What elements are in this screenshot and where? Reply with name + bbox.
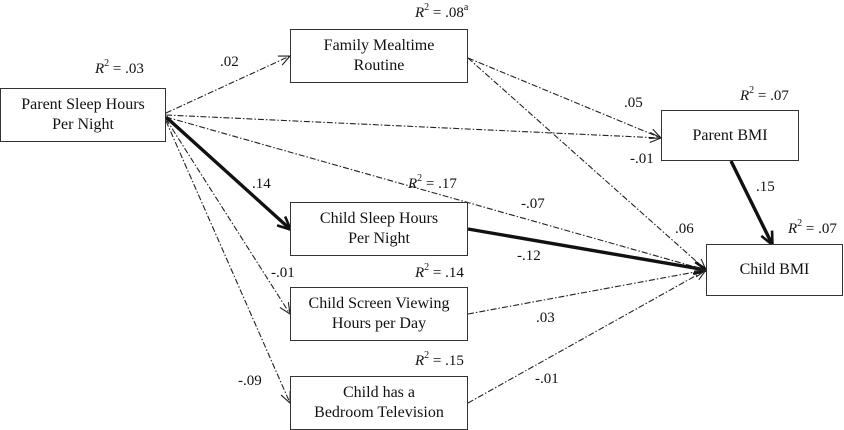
r2-exponent: 2 [104,58,110,69]
arrow-child-sleep-to-child-bmi [468,229,706,270]
coef-parent-sleep-to-screen: -.01 [271,265,295,281]
node-parent-sleep-hours [0,88,166,142]
node-label-line2: Hours per Day [331,315,427,332]
arrow-parent-sleep-to-bedroom-tv [166,121,290,403]
coef-bedroom-tv-to-child-bmi: -.01 [535,371,559,387]
r2-symbol: R [415,265,425,281]
node-label-line2: Bedroom Television [314,404,444,421]
coef-family-mealtime-to-child-bmi: .06 [675,221,694,237]
r2-symbol: R [408,176,418,192]
r2-child-tv [415,351,464,370]
r2-exponent: 2 [749,85,755,96]
node-label-line1: Child Screen Viewing [308,295,450,312]
r2-equals: = [429,353,446,369]
r2-equals: = [754,88,771,104]
node-label-line2: Per Night [52,116,114,133]
r2-equals: = [109,61,126,77]
arrow-parent-sleep-to-parent-bmi [166,115,661,138]
arrow-family-mealtime-to-child-bmi [468,58,706,270]
node-label-line1: Child has a [343,384,415,401]
arrow-bedroom-tv-to-child-bmi [468,270,706,403]
r2-exponent: 2 [424,262,430,273]
node-label-line1: Child BMI [739,261,810,278]
node-child-screen-viewing [290,287,468,341]
coef-parent-sleep-to-family-mealtime: .02 [220,54,239,70]
node-label-line2: Per Night [348,230,410,247]
node-parent-bmi [661,110,799,161]
arrow-screen-to-child-bmi [468,270,706,314]
r2-symbol: R [740,88,750,104]
coef-parent-sleep-to-bedroom-tv: -.09 [238,373,262,389]
r2-family-mealtime [415,3,468,22]
coef-family-mealtime-to-parent-bmi: -.01 [630,151,654,167]
r2-exponent: 2 [424,350,430,361]
r2-value: .15 [445,353,464,369]
r2-symbol: R [95,61,105,77]
node-label-line1: Parent BMI [692,126,768,144]
node-label-line1: Family Mealtime [323,37,435,54]
coef-screen-to-child-bmi: .03 [536,310,555,326]
r2-equals: = [429,5,446,21]
r2-parent-bmi [740,86,789,105]
r2-exponent: 2 [417,173,423,184]
r2-symbol: R [788,221,798,237]
r2-child-bmi [788,219,837,238]
r2-value: .03 [125,61,144,77]
node-label-line1: Child Sleep Hours [319,210,439,227]
r2-exponent: 2 [424,2,430,13]
r2-child-screen [415,263,464,282]
r2-symbol: R [415,353,425,369]
node-label-line1: Parent Sleep Hours [21,96,145,113]
arrow-parent-sleep-to-screen [166,119,290,314]
r2-parent-sleep [95,59,144,78]
r2-value: .17 [438,176,457,192]
coef-parent-sleep-to-child-bmi: -.07 [521,196,545,212]
node-label-line2: Routine [353,57,405,74]
r2-value: .08 [445,5,464,21]
node-child-bmi [706,244,843,296]
r2-equals: = [429,265,446,281]
r2-value: .07 [818,221,837,237]
r2-value: .14 [445,265,464,281]
node-child-bedroom-tv [290,376,468,430]
r2-equals: = [422,176,439,192]
coef-parent-sleep-to-child-sleep: .14 [252,176,271,192]
r2-footnote: a [463,2,469,13]
r2-exponent: 2 [797,218,803,229]
arrow-parent-bmi-to-child-bmi [731,161,772,244]
r2-equals: = [802,221,819,237]
coef-parent-sleep-to-parent-bmi: .05 [624,95,643,111]
node-child-sleep-hours [290,202,468,256]
node-family-mealtime-routine [290,29,468,83]
coef-parent-bmi-to-child-bmi: .15 [756,179,775,195]
r2-symbol: R [415,5,425,21]
arrow-parent-sleep-to-child-sleep [166,117,290,229]
r2-value: .07 [770,88,789,104]
coef-child-sleep-to-child-bmi: -.12 [517,248,541,264]
r2-child-sleep [408,174,457,193]
